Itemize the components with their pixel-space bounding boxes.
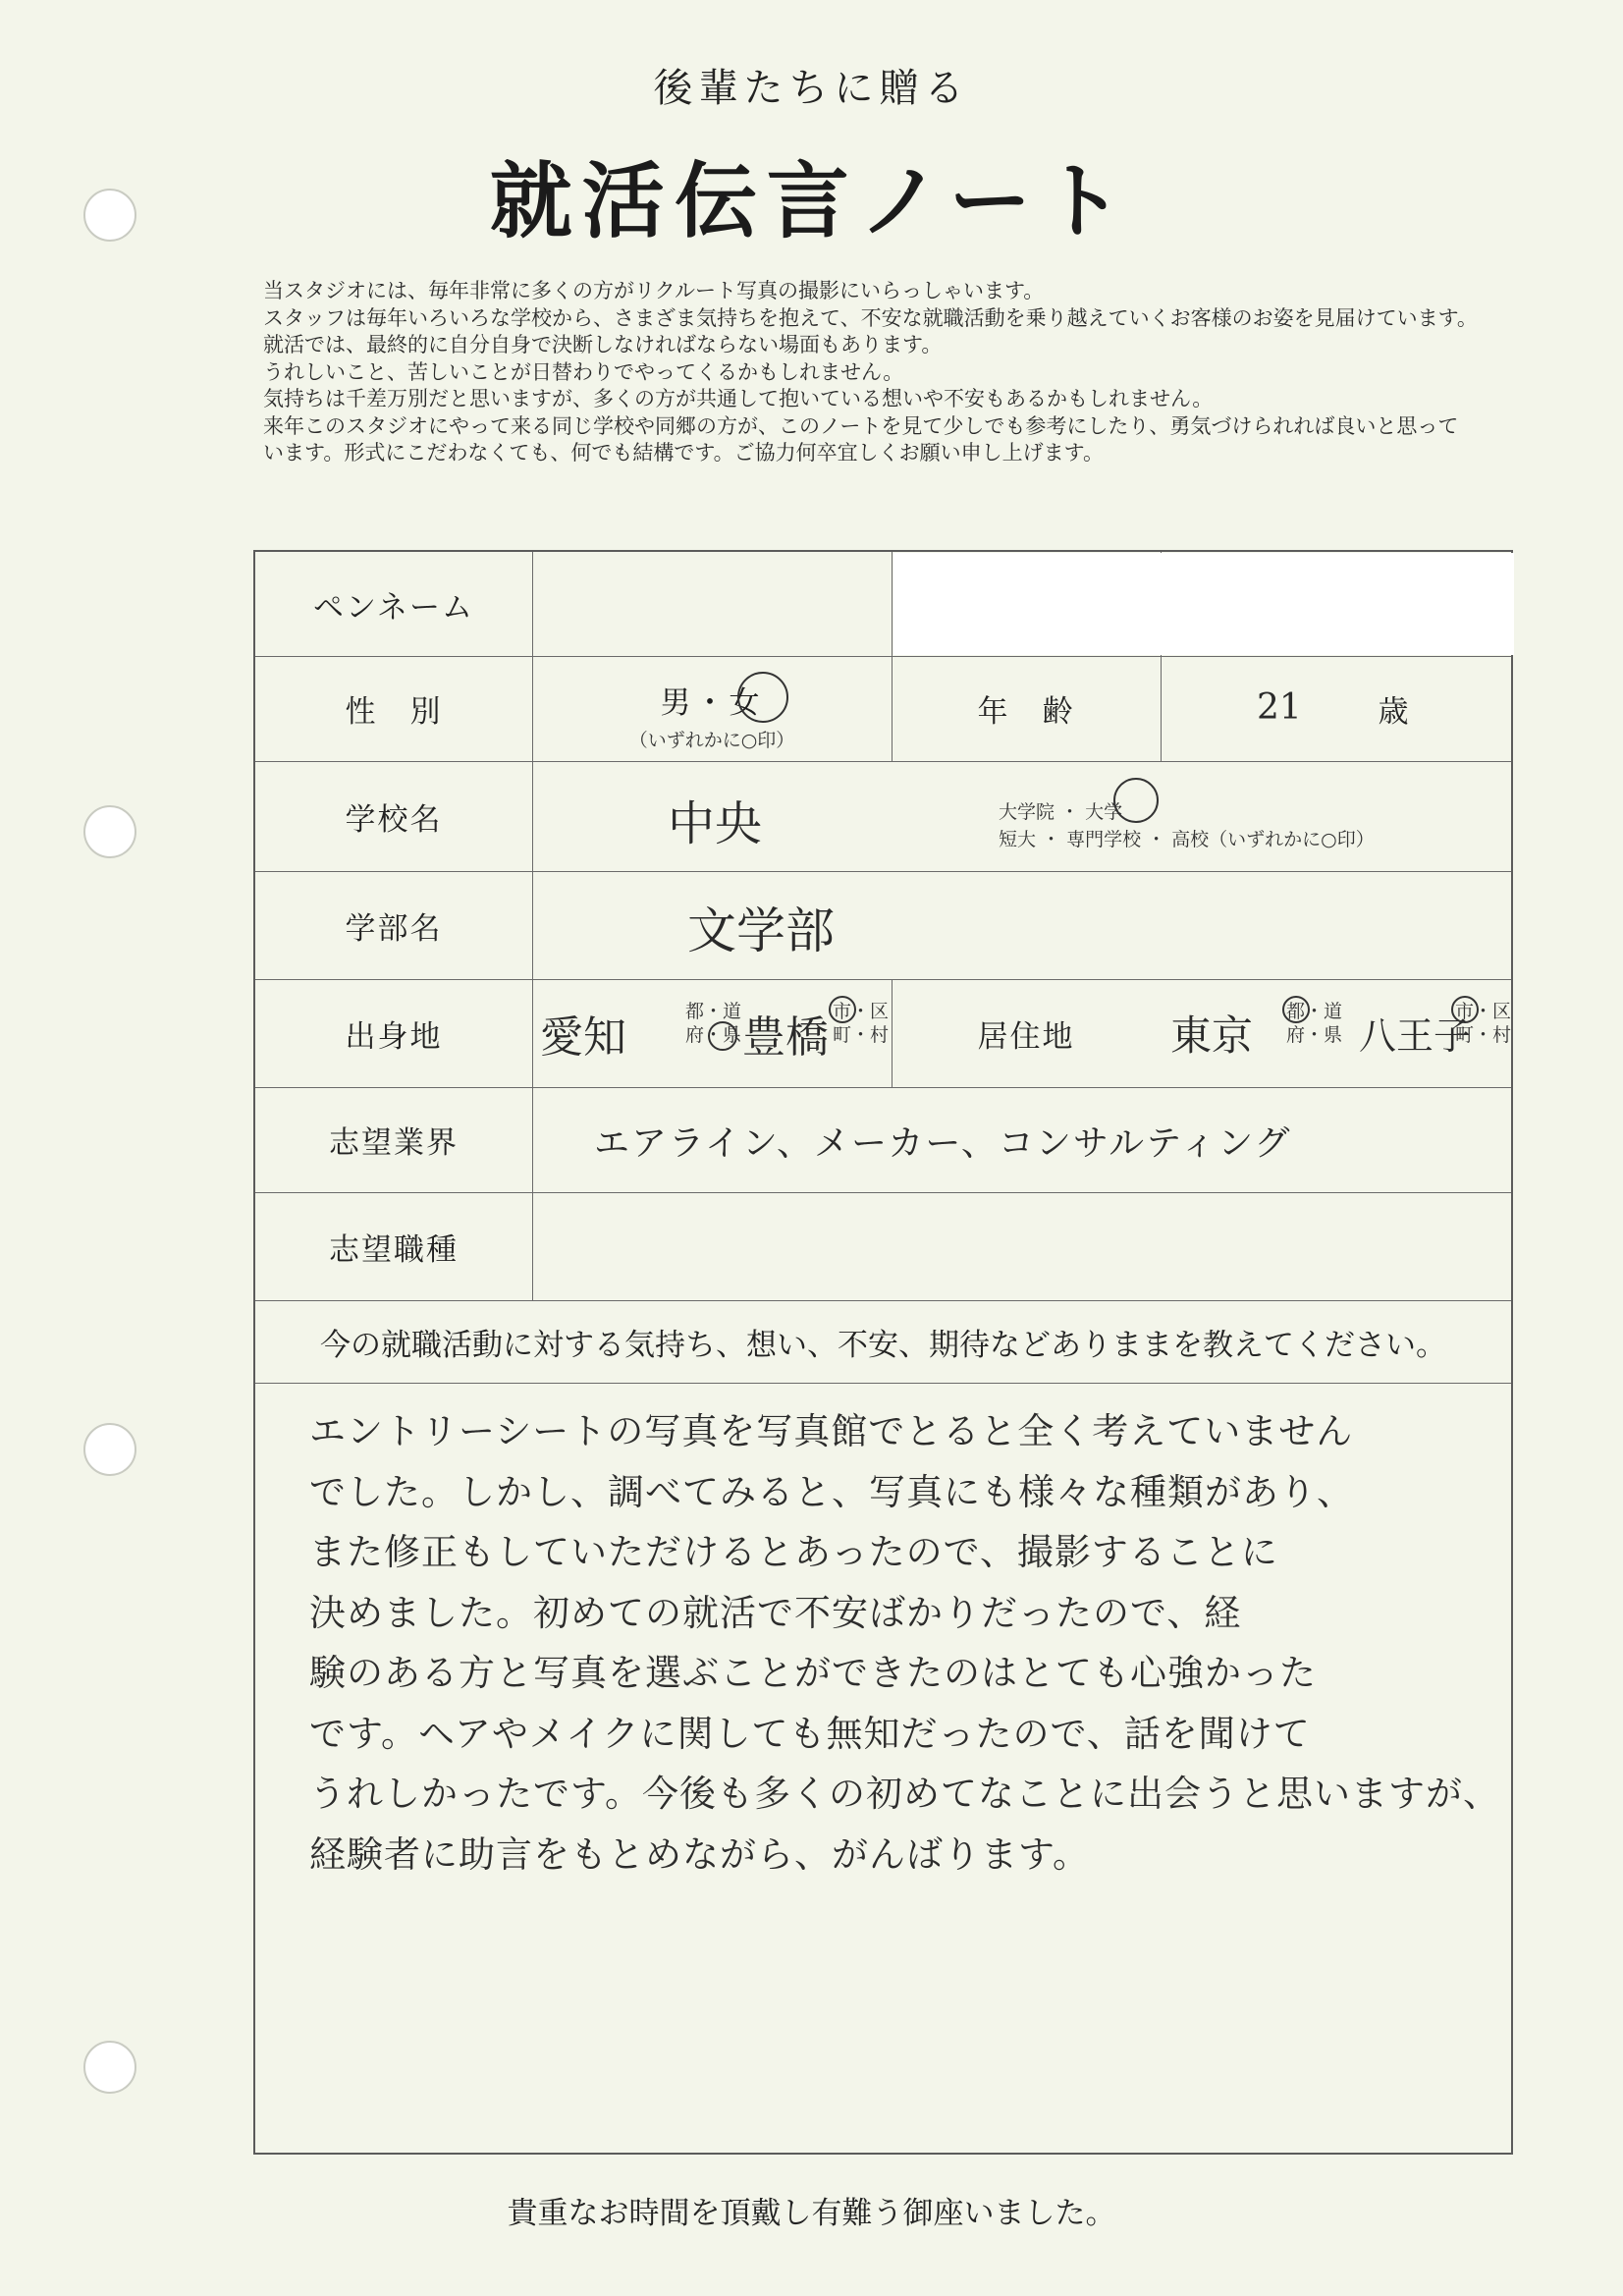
handwritten-message bbox=[309, 1401, 1501, 1885]
residence-label: 居住地 bbox=[977, 1018, 1075, 1055]
age-label: 年 齢 bbox=[977, 694, 1075, 730]
suffix-line: 府・県 bbox=[1286, 1024, 1343, 1046]
message-line: また修正もしていただけるとあったので、撮影することに bbox=[309, 1531, 1278, 1573]
school-label: 学校名 bbox=[345, 801, 443, 838]
message-line: 決めました。初めての就活で不安ばかりだったので、経 bbox=[309, 1591, 1242, 1634]
hometown-prefecture: 愛知 bbox=[540, 1012, 626, 1063]
age-value: 21 bbox=[1257, 687, 1302, 728]
industry-label: 志望業界 bbox=[329, 1125, 459, 1161]
punch-hole bbox=[83, 2041, 136, 2094]
suffix-line: 市・区 bbox=[1455, 1001, 1512, 1022]
suffix-line: 市・区 bbox=[833, 1001, 890, 1022]
page-subtitle: 後輩たちに贈る bbox=[653, 66, 970, 111]
school-value: 中央 bbox=[668, 796, 763, 851]
hometown-label: 出身地 bbox=[345, 1018, 443, 1055]
job-label: 志望職種 bbox=[329, 1231, 459, 1268]
gender-note: （いずれかに○印） bbox=[628, 730, 795, 751]
suffix-line: 町・村 bbox=[833, 1024, 890, 1046]
punch-hole bbox=[83, 1423, 136, 1476]
selection-circle bbox=[1282, 996, 1310, 1023]
suffix-line: 都・道 bbox=[1286, 1001, 1343, 1022]
message-line: うれしかったです。今後も多くの初めてなことに出会うと思いますが、 bbox=[309, 1773, 1501, 1815]
intro-line: 気持ちは千差万別だと思いますが、多くの方が共通して抱いている想いや不安もあるかもしれません。 bbox=[263, 387, 1214, 410]
selection-circle bbox=[737, 672, 788, 723]
intro-line: うれしいこと、苦しいことが日替わりでやってくるかもしれません。 bbox=[263, 359, 904, 384]
intro-text bbox=[263, 278, 1598, 467]
question-text: 今の就職活動に対する気持ち、想い、不安、期待などありままを教えてください。 bbox=[320, 1327, 1446, 1363]
page-title: 就活伝言ノート bbox=[489, 153, 1134, 249]
suffix-line: 府・県 bbox=[685, 1024, 742, 1046]
punch-hole bbox=[83, 805, 136, 858]
gender-options: 男・女 bbox=[660, 685, 764, 721]
school-type-line1: 大学院 ・ 大学 bbox=[999, 801, 1123, 823]
message-line: 経験者に助言をもとめながら、がんばります。 bbox=[309, 1832, 1091, 1876]
industry-value: エアライン、メーカー、コンサルティング bbox=[594, 1123, 1292, 1164]
faculty-label: 学部名 bbox=[345, 910, 443, 947]
gender-label: 性 別 bbox=[345, 694, 443, 730]
row-divider bbox=[255, 1383, 1511, 1384]
message-line: 験のある方と写真を選ぶことができたのはとても心強かった bbox=[309, 1652, 1317, 1694]
pen-name-label: ペンネーム bbox=[312, 589, 475, 626]
intro-line: います。形式にこだわなくても、何でも結構です。ご協力何卒宜しくお願い申し上げます。 bbox=[263, 441, 1104, 465]
suffix-line: 都・道 bbox=[685, 1001, 742, 1022]
selection-circle bbox=[708, 1021, 737, 1051]
residence-city: 八王子 bbox=[1359, 1014, 1472, 1058]
faculty-value: 文学部 bbox=[687, 902, 835, 959]
selection-circle bbox=[1113, 778, 1159, 823]
residence-prefecture: 東京 bbox=[1170, 1011, 1254, 1060]
footer-thanks: 貴重なお時間を頂戴し有難う御座いました。 bbox=[507, 2196, 1116, 2231]
gender-options-cell bbox=[532, 656, 892, 761]
message-line: です。ヘアやメイクに関しても無知だったので、話を聞けて bbox=[309, 1712, 1311, 1755]
age-unit: 歳 bbox=[1378, 694, 1411, 730]
redacted-area bbox=[893, 553, 1514, 655]
intro-line: 当スタジオには、毎年非常に多くの方がリクルート写真の撮影にいらっしゃいます。 bbox=[263, 279, 1045, 302]
intro-line: スタッフは毎年いろいろな学校から、さまざま気持ちを抱えて、不安な就職活動を乗り越えていくお客様のお姿を見届けています。 bbox=[263, 305, 1478, 330]
message-line: でした。しかし、調べてみると、写真にも様々な種類があり、 bbox=[309, 1470, 1354, 1513]
hometown-city: 豊橋 bbox=[742, 1012, 829, 1063]
message-line: エントリーシートの写真を写真館でとると全く考えていません bbox=[309, 1410, 1354, 1452]
selection-circle bbox=[1451, 996, 1479, 1023]
suffix-line: 町・村 bbox=[1455, 1024, 1512, 1046]
school-type-line2: 短大 ・ 専門学校 ・ 高校（いずれかに○印） bbox=[999, 829, 1375, 850]
intro-line: 来年このスタジオにやって来る同じ学校や同郷の方が、このノートを見て少しでも参考にしたり、勇気づけられれば良いと思って bbox=[263, 413, 1459, 438]
profile-form bbox=[253, 550, 1513, 2155]
selection-circle bbox=[829, 996, 856, 1023]
intro-line: 就活では、最終的に自分自身で決断しなければならない場面もあります。 bbox=[263, 333, 943, 356]
